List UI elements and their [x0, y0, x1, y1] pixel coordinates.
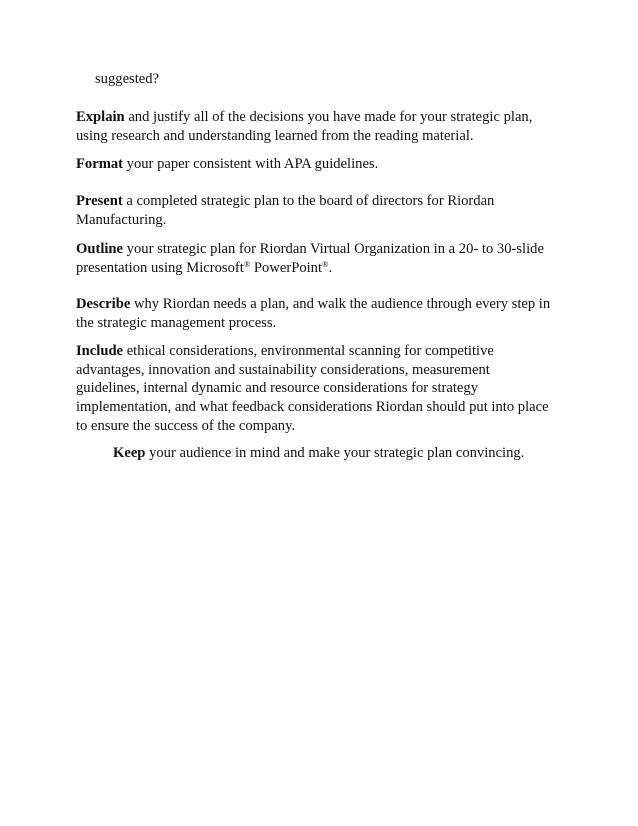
paragraph-format: [76, 155, 556, 174]
lead-word-describe: Describe: [76, 296, 131, 312]
lead-word-include: Include: [76, 343, 124, 359]
paragraph-describe: [76, 295, 556, 332]
paragraph-include: [76, 342, 556, 436]
lead-word-explain: Explain: [76, 109, 125, 125]
paragraph-keep: [113, 444, 563, 463]
paragraph-text-present: a completed strategic plan to the board of directors for Riordan Manufacturing.: [76, 193, 495, 228]
paragraph-text-keep: your audience in mind and make your strategic plan convincing.: [145, 445, 525, 461]
lead-word-outline: Outline: [76, 241, 124, 257]
paragraph-outline: [76, 240, 556, 277]
paragraph-explain: [76, 108, 556, 145]
paragraph-text-outline: your strategic plan for Riordan Virtual Organization in a 20- to 30-slide presentation using Microsoft: [76, 241, 544, 276]
registered-mark: ®: [243, 258, 251, 269]
paragraph-text-powerpoint: PowerPoint: [250, 259, 323, 276]
paragraph-present: [76, 192, 556, 229]
paragraph-text-period: .: [328, 259, 333, 276]
lead-word-keep: Keep: [113, 445, 146, 461]
continuation-line: [95, 70, 575, 89]
paragraph-text-explain: and justify all of the decisions you have made for your strategic plan, using research and understanding learned from the reading material.: [76, 109, 533, 144]
lead-word-format: Format: [76, 156, 124, 172]
paragraph-text-include: ethical considerations, environmental scanning for competitive advantages, innovation and sustainability considerations, measurement guidelines, internal dynamic and resource considerations for strategy implementation, and what feedback considerations Riordan should put into place to ensure the success of the company.: [76, 343, 549, 434]
paragraph-text-format: your paper consistent with APA guidelines.: [123, 156, 379, 172]
lead-word-present: Present: [76, 193, 123, 209]
paragraph-text-describe: why Riordan needs a plan, and walk the audience through every step in the strategic management process.: [76, 296, 551, 331]
continuation-text: suggested?: [95, 71, 160, 87]
registered-mark: ®: [322, 258, 329, 269]
